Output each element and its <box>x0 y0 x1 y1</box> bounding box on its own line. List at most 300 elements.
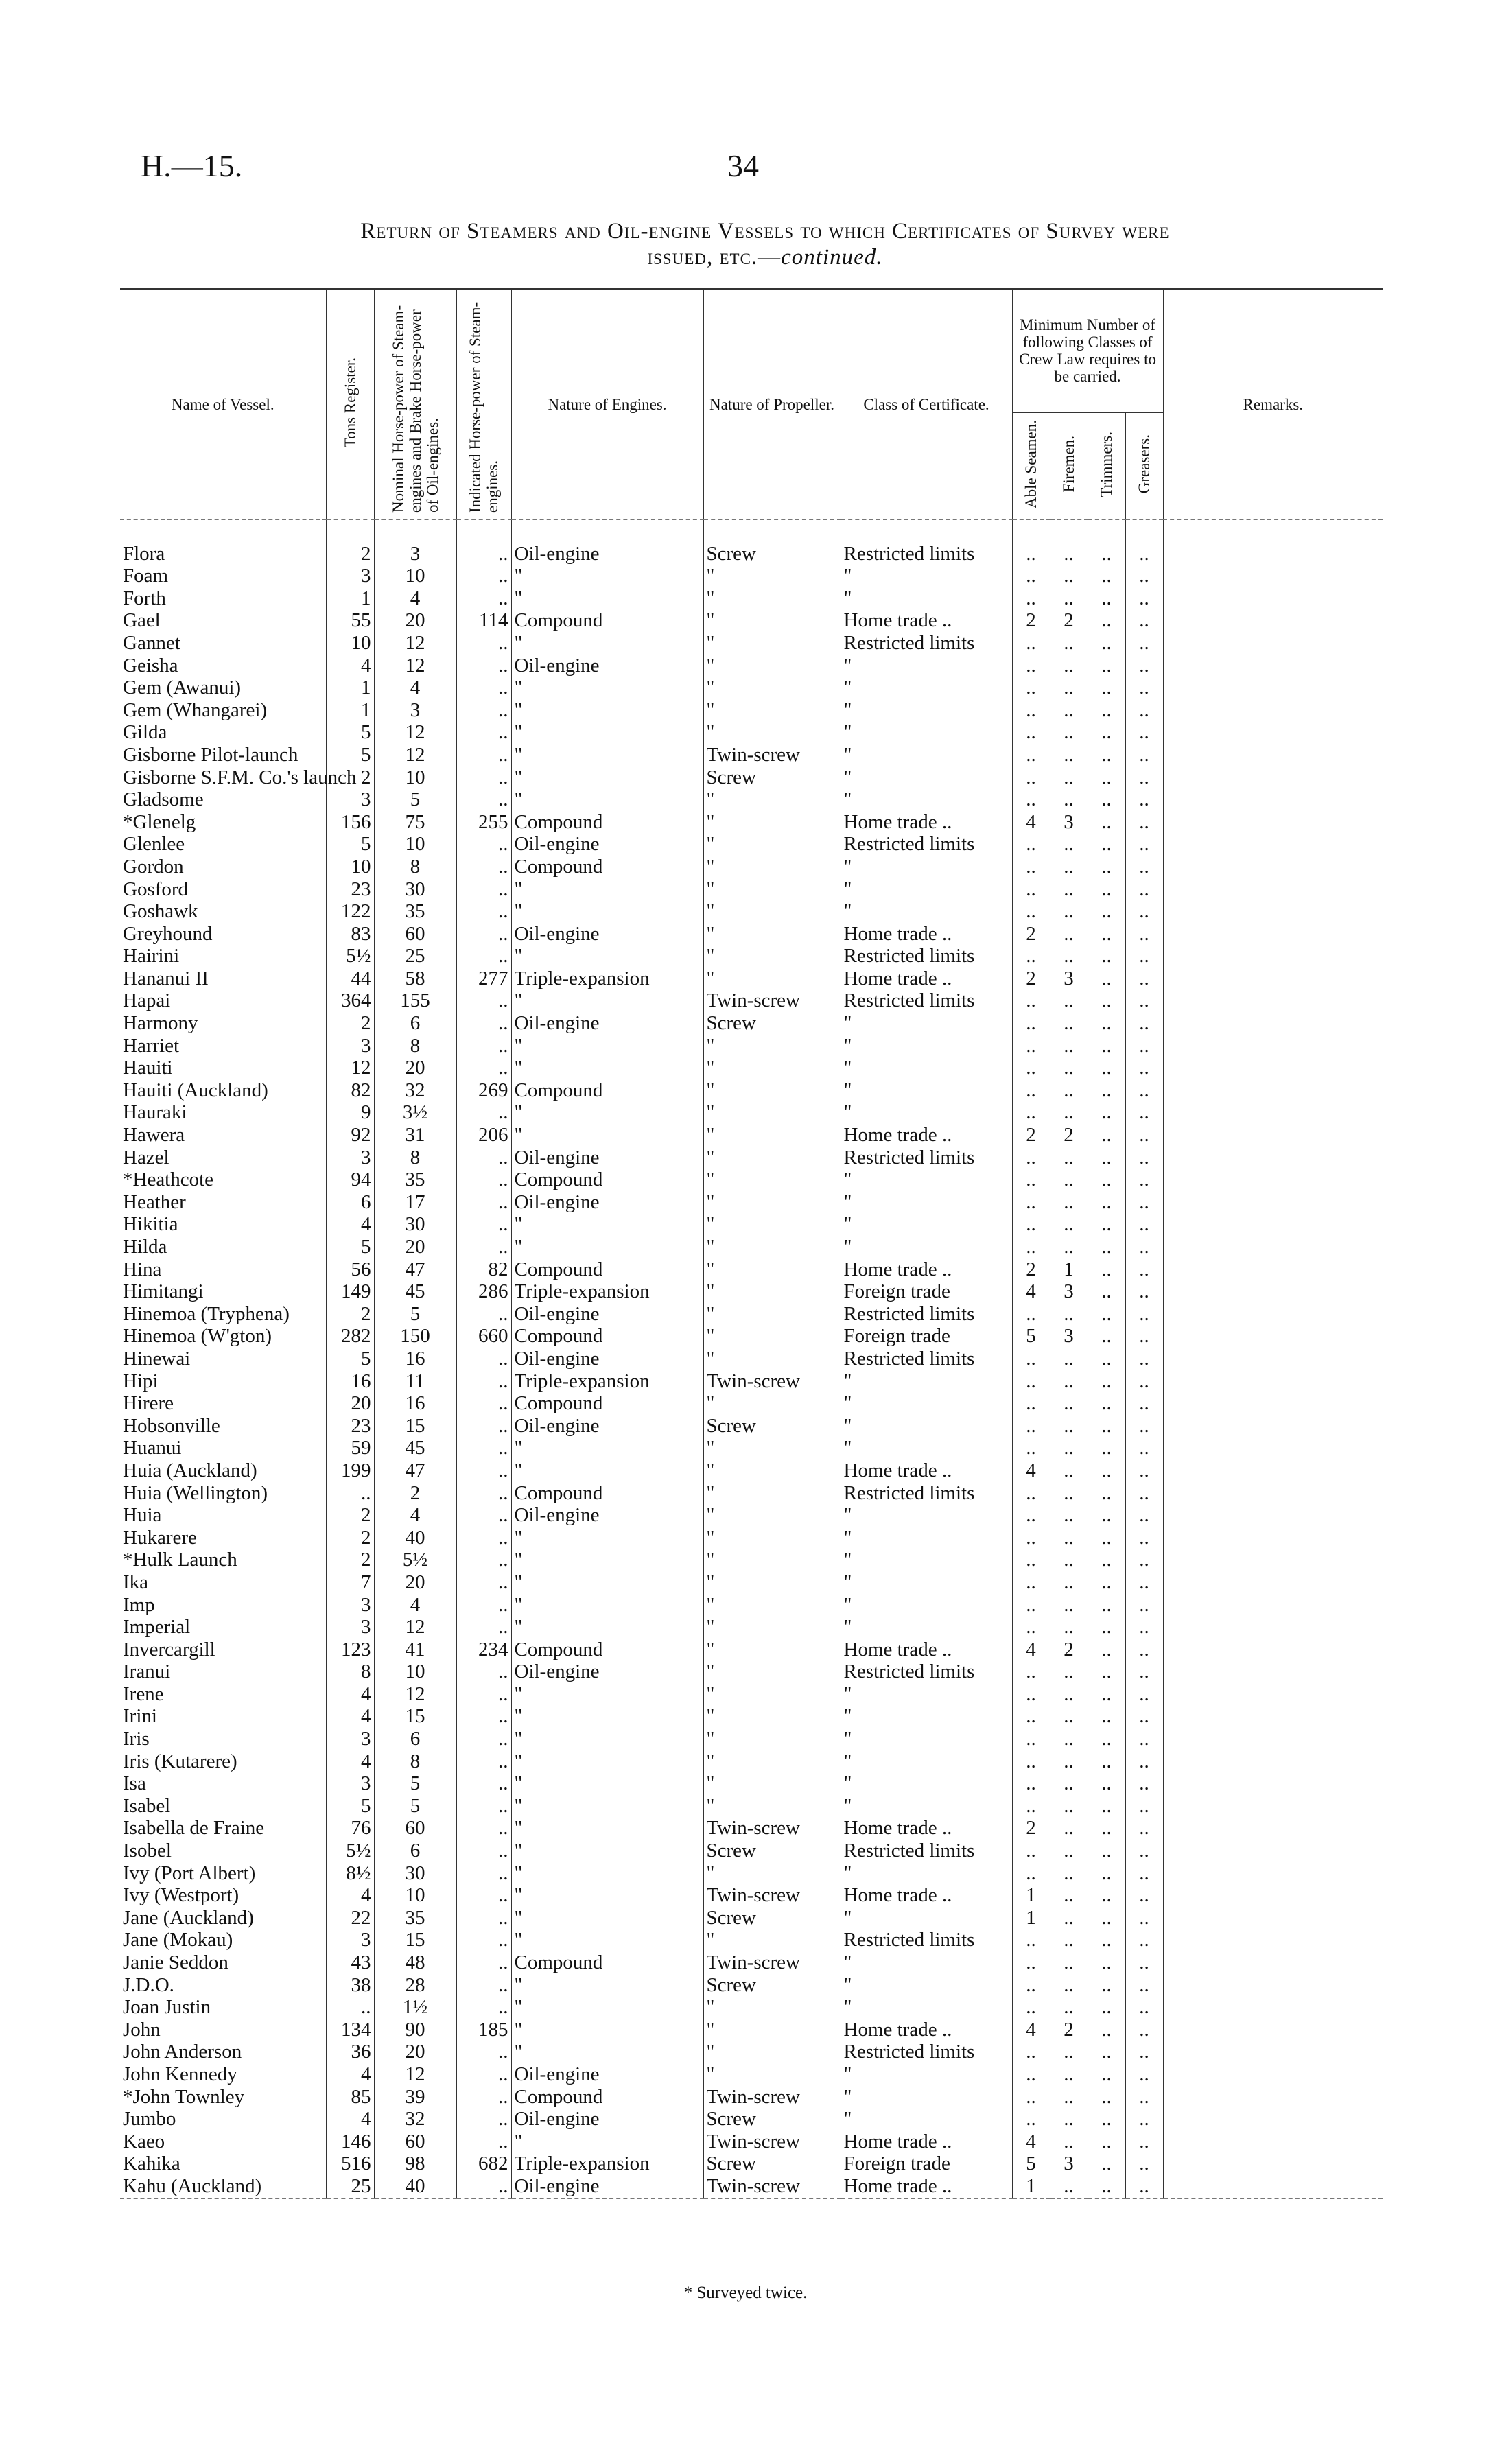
tons-cell: 2 <box>326 1012 374 1035</box>
able-seamen-cell: .. <box>1012 1057 1050 1079</box>
certificate-cell: Restricted limits <box>841 1303 1012 1326</box>
propeller-cell: " <box>703 1035 841 1057</box>
indicated-hp-cell: .. <box>456 1459 511 1482</box>
greasers-cell: .. <box>1125 1258 1163 1281</box>
tons-cell: 2 <box>326 543 374 565</box>
table-row <box>120 1549 1383 1571</box>
certificate-cell: " <box>841 1504 1012 1527</box>
engines-cell: " <box>511 766 703 789</box>
indicated-hp-cell: 682 <box>456 2152 511 2175</box>
able-seamen-cell: .. <box>1012 1504 1050 1527</box>
tons-cell: 5½ <box>326 945 374 967</box>
page-reference: H.—15. <box>141 148 243 183</box>
tons-cell: 23 <box>326 878 374 901</box>
propeller-cell: Screw <box>703 2108 841 2131</box>
nominal-hp-cell: 48 <box>374 1951 456 1974</box>
remarks-cell <box>1163 744 1383 766</box>
firemen-cell: .. <box>1050 1348 1088 1370</box>
certificate-cell: " <box>841 1907 1012 1929</box>
able-seamen-cell: .. <box>1012 677 1050 699</box>
remarks-cell <box>1163 1996 1383 2019</box>
trimmers-cell: .. <box>1088 1504 1125 1527</box>
tons-cell: 82 <box>326 1079 374 1102</box>
header-able-text: Able Seamen. <box>1022 419 1040 508</box>
propeller-cell: " <box>703 1862 841 1885</box>
certificate-cell: " <box>841 1862 1012 1885</box>
vessel-name-cell: Hauraki <box>123 1101 187 1124</box>
tons-cell: 10 <box>326 632 374 655</box>
header-minimum-crew: Minimum Number of following Classes of Crew Law requires to be carried. <box>1012 289 1163 412</box>
table-row <box>120 1594 1383 1617</box>
indicated-hp-cell: .. <box>456 1348 511 1370</box>
indicated-hp-cell: .. <box>456 1772 511 1795</box>
trimmers-cell: .. <box>1088 878 1125 901</box>
vessel-table <box>120 288 1383 2199</box>
certificate-cell: " <box>841 1728 1012 1750</box>
tons-cell: 10 <box>326 856 374 878</box>
trimmers-cell: .. <box>1088 2108 1125 2131</box>
vessel-name-cell: Hinemoa (W'gton) <box>123 1325 272 1348</box>
greasers-cell: .. <box>1125 1303 1163 1326</box>
certificate-cell: " <box>841 1951 1012 1974</box>
indicated-hp-cell: .. <box>456 945 511 967</box>
tons-cell: 123 <box>326 1639 374 1661</box>
vessel-name-cell: Hinemoa (Tryphena) <box>123 1302 290 1325</box>
propeller-cell: " <box>703 1079 841 1102</box>
table-row <box>120 1280 1383 1303</box>
trimmers-cell: .. <box>1088 1639 1125 1661</box>
indicated-hp-cell: .. <box>456 2086 511 2109</box>
vessel-name-cell: Harriet <box>123 1034 180 1057</box>
trimmers-cell: .. <box>1088 1459 1125 1482</box>
nominal-hp-cell: 12 <box>374 721 456 744</box>
propeller-cell: " <box>703 1348 841 1370</box>
firemen-cell: .. <box>1050 2041 1088 2063</box>
remarks-cell <box>1163 1325 1383 1348</box>
propeller-cell: " <box>703 1258 841 1281</box>
engines-cell: " <box>511 2131 703 2153</box>
indicated-hp-cell: .. <box>456 1437 511 1459</box>
trimmers-cell: .. <box>1088 1795 1125 1818</box>
tons-cell: 20 <box>326 1392 374 1415</box>
remarks-cell <box>1163 945 1383 967</box>
firemen-cell: .. <box>1050 1840 1088 1862</box>
table-row <box>120 1527 1383 1549</box>
certificate-cell: " <box>841 655 1012 677</box>
propeller-cell: " <box>703 1101 841 1124</box>
firemen-cell: .. <box>1050 632 1088 655</box>
able-seamen-cell: .. <box>1012 766 1050 789</box>
firemen-cell: 3 <box>1050 1325 1088 1348</box>
vessel-name-cell: Gladsome <box>123 788 204 811</box>
table-row <box>120 1012 1383 1035</box>
trimmers-cell: .. <box>1088 2175 1125 2198</box>
firemen-cell: .. <box>1050 1661 1088 1683</box>
firemen-cell: .. <box>1050 923 1088 946</box>
indicated-hp-cell: .. <box>456 1392 511 1415</box>
trimmers-cell: .. <box>1088 744 1125 766</box>
trimmers-cell: .. <box>1088 1594 1125 1617</box>
tons-cell: 282 <box>326 1325 374 1348</box>
indicated-hp-cell: .. <box>456 923 511 946</box>
indicated-hp-cell: .. <box>456 1728 511 1750</box>
remarks-cell <box>1163 1795 1383 1818</box>
certificate-cell: " <box>841 856 1012 878</box>
indicated-hp-cell: .. <box>456 856 511 878</box>
table-row <box>120 900 1383 923</box>
certificate-cell: Home trade .. <box>841 2019 1012 2041</box>
certificate-cell: Restricted limits <box>841 543 1012 565</box>
tons-cell: 8 <box>326 1661 374 1683</box>
engines-cell: Oil-engine <box>511 1303 703 1326</box>
remarks-cell <box>1163 1974 1383 1997</box>
table-row <box>120 1303 1383 1326</box>
nominal-hp-cell: 12 <box>374 744 456 766</box>
able-seamen-cell: .. <box>1012 1303 1050 1326</box>
remarks-cell <box>1163 721 1383 744</box>
firemen-cell: 2 <box>1050 1124 1088 1147</box>
vessel-name-cell: John <box>123 2018 161 2041</box>
trimmers-cell: .. <box>1088 1169 1125 1191</box>
nominal-hp-cell: 58 <box>374 967 456 990</box>
trimmers-cell: .. <box>1088 1437 1125 1459</box>
engines-cell: Oil-engine <box>511 1191 703 1214</box>
firemen-cell: .. <box>1050 856 1088 878</box>
propeller-cell: Screw <box>703 1907 841 1929</box>
propeller-cell: " <box>703 1213 841 1236</box>
firemen-cell: .. <box>1050 677 1088 699</box>
greasers-cell: .. <box>1125 1057 1163 1079</box>
propeller-cell: " <box>703 1772 841 1795</box>
trimmers-cell: .. <box>1088 1549 1125 1571</box>
able-seamen-cell: 5 <box>1012 1325 1050 1348</box>
firemen-cell: .. <box>1050 1616 1088 1639</box>
nominal-hp-cell: 17 <box>374 1191 456 1214</box>
certificate-cell: " <box>841 721 1012 744</box>
propeller-cell: " <box>703 1795 841 1818</box>
certificate-cell: Home trade .. <box>841 1258 1012 1281</box>
table-row <box>120 967 1383 990</box>
vessel-name-cell: Heather <box>123 1190 186 1213</box>
greasers-cell: .. <box>1125 1996 1163 2019</box>
nominal-hp-cell: 5 <box>374 1303 456 1326</box>
vessel-name-cell: Kahika <box>123 2152 180 2175</box>
remarks-cell <box>1163 2063 1383 2086</box>
greasers-cell: .. <box>1125 1459 1163 1482</box>
vessel-name-cell: Jumbo <box>123 2108 176 2131</box>
indicated-hp-cell: .. <box>456 655 511 677</box>
indicated-hp-cell: .. <box>456 1549 511 1571</box>
header-nominal-hp-text: Nominal Horse-power of Steam-engines and Brake Horse-power of Oil-engines. <box>389 305 441 513</box>
tons-cell: .. <box>326 1996 374 2019</box>
firemen-cell: .. <box>1050 1772 1088 1795</box>
able-seamen-cell: .. <box>1012 1213 1050 1236</box>
engines-cell: " <box>511 1549 703 1571</box>
certificate-cell: " <box>841 766 1012 789</box>
remarks-cell <box>1163 1124 1383 1147</box>
nominal-hp-cell: 3 <box>374 543 456 565</box>
vessel-name-cell: Isabel <box>123 1794 171 1817</box>
tons-cell: 4 <box>326 1705 374 1728</box>
indicated-hp-cell: 82 <box>456 1258 511 1281</box>
trimmers-cell: .. <box>1088 833 1125 856</box>
engines-cell: " <box>511 1996 703 2019</box>
certificate-cell: " <box>841 1213 1012 1236</box>
remarks-cell <box>1163 1840 1383 1862</box>
table-row <box>120 1728 1383 1750</box>
vessel-name-cell: Huia (Auckland) <box>123 1459 257 1481</box>
certificate-cell: " <box>841 878 1012 901</box>
remarks-cell <box>1163 1817 1383 1840</box>
nominal-hp-cell: 28 <box>374 1974 456 1997</box>
footnote: * Surveyed twice. <box>683 2284 808 2302</box>
certificate-cell: Home trade .. <box>841 1639 1012 1661</box>
vessel-name-cell: Irini <box>123 1705 157 1728</box>
vessel-name-cell: Hina <box>123 1258 162 1280</box>
propeller-cell: " <box>703 945 841 967</box>
title-line-2-continued: continued. <box>781 245 883 270</box>
nominal-hp-cell: 15 <box>374 1705 456 1728</box>
remarks-cell <box>1163 1415 1383 1438</box>
vessel-name-cell: Hananui II <box>123 967 209 989</box>
trimmers-cell: .. <box>1088 699 1125 722</box>
certificate-cell: " <box>841 788 1012 811</box>
firemen-cell: 3 <box>1050 2152 1088 2175</box>
indicated-hp-cell: .. <box>456 587 511 610</box>
engines-cell: Compound <box>511 1951 703 1974</box>
trimmers-cell: .. <box>1088 721 1125 744</box>
certificate-cell: " <box>841 1750 1012 1773</box>
engines-cell: " <box>511 1236 703 1258</box>
trimmers-cell: .. <box>1088 1012 1125 1035</box>
table-row <box>120 543 1383 565</box>
able-seamen-cell: .. <box>1012 2041 1050 2063</box>
table-row <box>120 1459 1383 1482</box>
propeller-cell: " <box>703 1661 841 1683</box>
engines-cell: " <box>511 1705 703 1728</box>
propeller-cell: " <box>703 655 841 677</box>
certificate-cell: " <box>841 1772 1012 1795</box>
engines-cell: " <box>511 587 703 610</box>
able-seamen-cell: 2 <box>1012 1258 1050 1281</box>
certificate-cell: " <box>841 1683 1012 1706</box>
vessel-name-cell: Gael <box>123 609 161 632</box>
trimmers-cell: .. <box>1088 2086 1125 2109</box>
trimmers-cell: .. <box>1088 543 1125 565</box>
propeller-cell: Screw <box>703 1974 841 1997</box>
indicated-hp-cell: .. <box>456 721 511 744</box>
nominal-hp-cell: 12 <box>374 1683 456 1706</box>
table-row <box>120 1236 1383 1258</box>
table-row <box>120 856 1383 878</box>
engines-cell: " <box>511 699 703 722</box>
certificate-cell: Restricted limits <box>841 1147 1012 1169</box>
vessel-name-cell: John Kennedy <box>123 2063 237 2085</box>
tons-cell: 9 <box>326 1101 374 1124</box>
remarks-cell <box>1163 989 1383 1012</box>
indicated-hp-cell: .. <box>456 1840 511 1862</box>
table-row <box>120 744 1383 766</box>
indicated-hp-cell: .. <box>456 766 511 789</box>
firemen-cell: 3 <box>1050 1280 1088 1303</box>
firemen-cell: .. <box>1050 766 1088 789</box>
propeller-cell: Screw <box>703 766 841 789</box>
trimmers-cell: .. <box>1088 1840 1125 1862</box>
firemen-cell: .. <box>1050 2175 1088 2198</box>
firemen-cell: .. <box>1050 833 1088 856</box>
table-row <box>120 1079 1383 1102</box>
indicated-hp-cell: .. <box>456 1035 511 1057</box>
nominal-hp-cell: 1½ <box>374 1996 456 2019</box>
table-row <box>120 811 1383 834</box>
table-body <box>120 519 1383 2198</box>
certificate-cell: Foreign trade <box>841 1280 1012 1303</box>
greasers-cell: .. <box>1125 699 1163 722</box>
engines-cell: " <box>511 1213 703 1236</box>
able-seamen-cell: 2 <box>1012 1124 1050 1147</box>
remarks-cell <box>1163 1348 1383 1370</box>
trimmers-cell: .. <box>1088 923 1125 946</box>
nominal-hp-cell: 2 <box>374 1482 456 1505</box>
table-row <box>120 833 1383 856</box>
indicated-hp-cell: .. <box>456 1884 511 1907</box>
propeller-cell: Twin-screw <box>703 989 841 1012</box>
engines-cell: " <box>511 2019 703 2041</box>
vessel-name-cell: Hawera <box>123 1124 185 1147</box>
nominal-hp-cell: 11 <box>374 1370 456 1393</box>
tons-cell: 7 <box>326 1571 374 1594</box>
tons-cell: 516 <box>326 2152 374 2175</box>
trimmers-cell: .. <box>1088 1728 1125 1750</box>
nominal-hp-cell: 60 <box>374 2131 456 2153</box>
certificate-cell: " <box>841 1996 1012 2019</box>
able-seamen-cell: .. <box>1012 1840 1050 1862</box>
indicated-hp-cell: .. <box>456 1683 511 1706</box>
table-row <box>120 1907 1383 1929</box>
table-row <box>120 2063 1383 2086</box>
engines-cell: Compound <box>511 811 703 834</box>
engines-cell: Oil-engine <box>511 1661 703 1683</box>
engines-cell: Oil-engine <box>511 2175 703 2198</box>
vessel-name-cell: Glenlee <box>123 833 185 856</box>
greasers-cell: .. <box>1125 1616 1163 1639</box>
engines-cell: " <box>511 1907 703 1929</box>
nominal-hp-cell: 4 <box>374 1594 456 1617</box>
tons-cell: 94 <box>326 1169 374 1191</box>
firemen-cell: .. <box>1050 699 1088 722</box>
tons-cell: 2 <box>326 1549 374 1571</box>
table-row <box>120 1996 1383 2019</box>
certificate-cell: " <box>841 1169 1012 1191</box>
tons-cell: 2 <box>326 1527 374 1549</box>
vessel-name-cell: Hilda <box>123 1236 167 1258</box>
greasers-cell: .. <box>1125 1035 1163 1057</box>
engines-cell: " <box>511 632 703 655</box>
able-seamen-cell: .. <box>1012 1750 1050 1773</box>
tons-cell: 3 <box>326 1929 374 1951</box>
remarks-cell <box>1163 2041 1383 2063</box>
trimmers-cell: .. <box>1088 900 1125 923</box>
propeller-cell: Screw <box>703 543 841 565</box>
propeller-cell: Screw <box>703 2152 841 2175</box>
remarks-cell <box>1163 1862 1383 1885</box>
table-row <box>120 1817 1383 1840</box>
greasers-cell: .. <box>1125 1705 1163 1728</box>
greasers-cell: .. <box>1125 989 1163 1012</box>
tons-cell: 38 <box>326 1974 374 1997</box>
tons-cell: 134 <box>326 2019 374 2041</box>
greasers-cell: .. <box>1125 721 1163 744</box>
engines-cell: " <box>511 677 703 699</box>
indicated-hp-cell: .. <box>456 2041 511 2063</box>
header-nominal-hp <box>374 289 456 519</box>
engines-cell: " <box>511 1974 703 1997</box>
trimmers-cell: .. <box>1088 856 1125 878</box>
trimmers-cell: .. <box>1088 1303 1125 1326</box>
tons-cell: 3 <box>326 1772 374 1795</box>
remarks-cell <box>1163 1035 1383 1057</box>
table-row <box>120 1795 1383 1818</box>
greasers-cell: .. <box>1125 1415 1163 1438</box>
able-seamen-cell: .. <box>1012 1616 1050 1639</box>
nominal-hp-cell: 20 <box>374 1236 456 1258</box>
remarks-cell <box>1163 967 1383 990</box>
firemen-cell: .. <box>1050 1303 1088 1326</box>
greasers-cell: .. <box>1125 1862 1163 1885</box>
propeller-cell: " <box>703 565 841 587</box>
table-row <box>120 1348 1383 1370</box>
greasers-cell: .. <box>1125 2086 1163 2109</box>
nominal-hp-cell: 150 <box>374 1325 456 1348</box>
engines-cell: " <box>511 1817 703 1840</box>
nominal-hp-cell: 47 <box>374 1258 456 1281</box>
propeller-cell: Twin-screw <box>703 1951 841 1974</box>
nominal-hp-cell: 12 <box>374 1616 456 1639</box>
engines-cell: " <box>511 1459 703 1482</box>
able-seamen-cell: .. <box>1012 1415 1050 1438</box>
remarks-cell <box>1163 1616 1383 1639</box>
certificate-cell: " <box>841 1549 1012 1571</box>
tons-cell: 12 <box>326 1057 374 1079</box>
remarks-cell <box>1163 1728 1383 1750</box>
certificate-cell: Restricted limits <box>841 1840 1012 1862</box>
table-row <box>120 1124 1383 1147</box>
able-seamen-cell: .. <box>1012 878 1050 901</box>
nominal-hp-cell: 30 <box>374 1862 456 1885</box>
trimmers-cell: .. <box>1088 945 1125 967</box>
propeller-cell: " <box>703 1639 841 1661</box>
vessel-name-cell: Harmony <box>123 1012 198 1035</box>
header-tons-text: Tons Register. <box>341 357 359 448</box>
engines-cell: Triple-expansion <box>511 1280 703 1303</box>
tons-cell: 149 <box>326 1280 374 1303</box>
firemen-cell: 2 <box>1050 1639 1088 1661</box>
able-seamen-cell: 4 <box>1012 2019 1050 2041</box>
header-greasers <box>1125 412 1163 519</box>
remarks-cell <box>1163 833 1383 856</box>
greasers-cell: .. <box>1125 1594 1163 1617</box>
vessel-name-cell: Hauiti (Auckland) <box>123 1079 268 1101</box>
trimmers-cell: .. <box>1088 1325 1125 1348</box>
nominal-hp-cell: 10 <box>374 833 456 856</box>
propeller-cell: " <box>703 1996 841 2019</box>
indicated-hp-cell: .. <box>456 1213 511 1236</box>
firemen-cell: .. <box>1050 788 1088 811</box>
vessel-name-cell: Kahu (Auckland) <box>120 2175 326 2198</box>
able-seamen-cell: 1 <box>1012 2175 1050 2198</box>
engines-cell: " <box>511 1728 703 1750</box>
remarks-cell <box>1163 1079 1383 1102</box>
